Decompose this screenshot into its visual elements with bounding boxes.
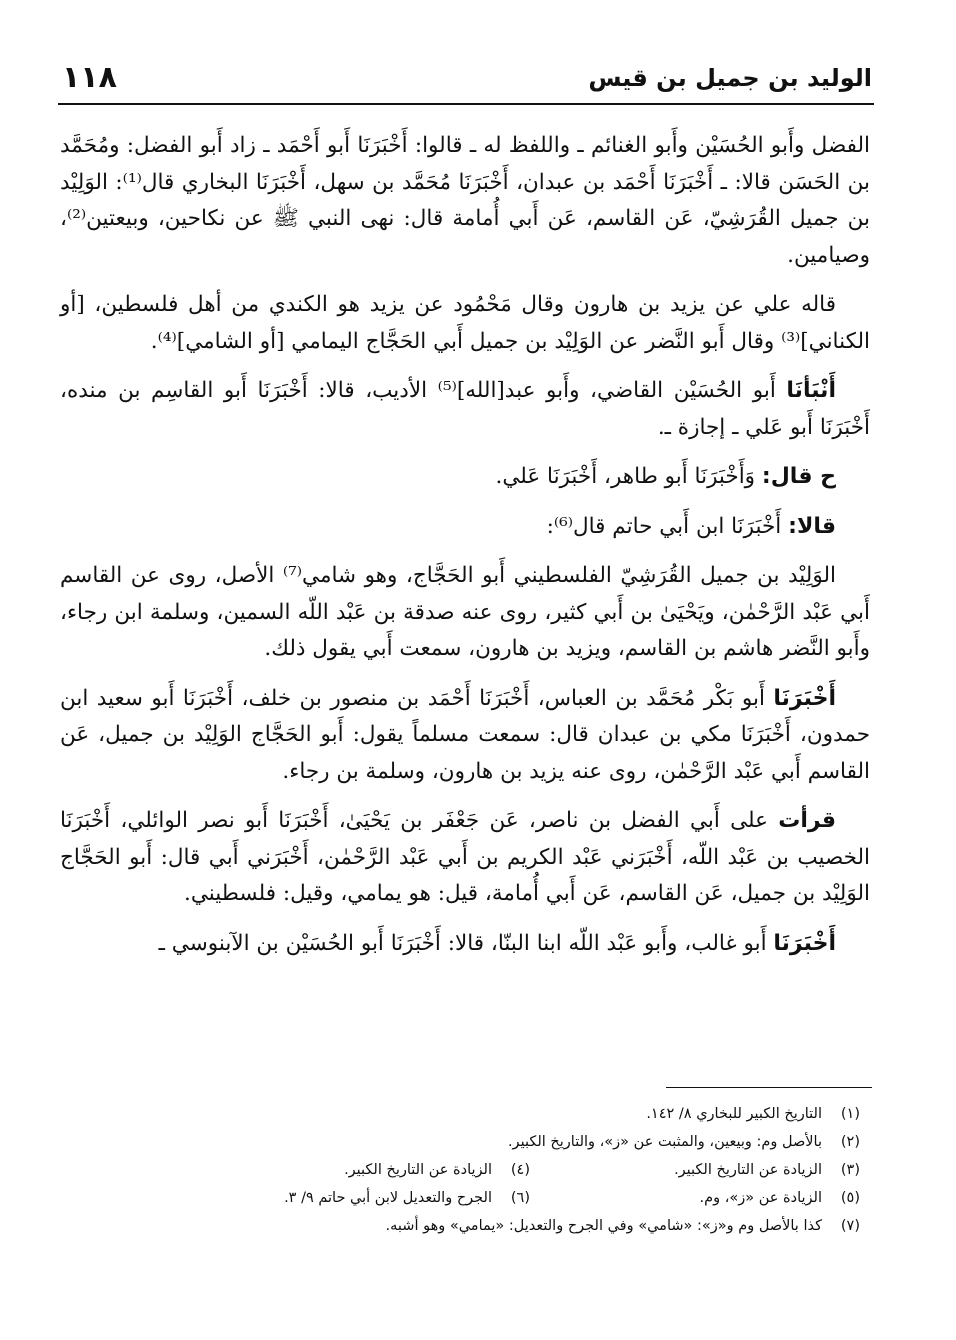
footnote-number: (٣) xyxy=(840,1162,860,1178)
footnote xyxy=(508,1128,860,1156)
footnote-row xyxy=(60,1212,860,1240)
paragraph xyxy=(60,128,870,274)
paragraph-lead-word: ح قال: xyxy=(761,464,836,489)
paragraph-lead-word: قالا: xyxy=(788,513,836,539)
paragraph xyxy=(60,926,870,963)
paragraph-text: أَبو بَكْر مُحَمَّد بن العباس، أَخْبَرَنَا أَحْمَد بن منصور بن خلف، أَخْبَرَنَا أَبو سعيد ابن حمدون، أَخْبَرَنَا مكي بن عبدان قال: سمعت مسلماً يقول: أَبو الحَجَّاج الوَلِيْد بن جميل، عَن القاسم أَبي عَبْد الرَّحْمٰن، روى عنه يزيد بن هارون، وسلمة بن رجاء. xyxy=(60,685,870,784)
footnote-text: الجرح والتعديل لابن أبي حاتم ٩/ ٣. xyxy=(284,1190,492,1206)
paragraph-text: أَخْبَرَنَا ابن أَبي حاتم قال⁽⁶⁾: xyxy=(546,513,782,539)
paragraph xyxy=(60,287,870,360)
footnote xyxy=(386,1212,860,1240)
footnote-number: (٧) xyxy=(840,1218,860,1234)
paragraph xyxy=(60,681,870,791)
footnote-number: (٤) xyxy=(510,1162,530,1178)
paragraph xyxy=(60,509,870,546)
footnotes xyxy=(60,1100,860,1240)
footnote xyxy=(90,1156,530,1184)
paragraph xyxy=(60,373,870,446)
footnote xyxy=(530,1184,860,1212)
paragraph-text: الفضل وأَبو الحُسَيْن وأَبو الغنائم ـ واللفظ له ـ قالوا: أَخْبَرَنَا أَبو أَحْمَد ـ زاد أَبو الفضل: ومُحَمَّد بن الحَسَن قالا: ـ أَخْبَرَنَا أَحْمَد بن عبدان، أَخْبَرَنَا مُحَمَّد بن سهل، أَخْبَرَنَا البخاري قال⁽¹⁾: الوَلِيْد بن جميل القُرَشِيّ، عَن القاسم، عَن أَبي أُمامة قال: نهى النبي ﷺ عن نكاحين، وبيعتين⁽²⁾، وصيامين. xyxy=(60,133,870,268)
paragraph-text: على أَبي الفضل بن ناصر، عَن جَعْفَر بن يَحْيَىٰ، أَخْبَرَنَا أَبو نصر الوائلي، أَخْبَرَنَا الخصيب بن عَبْد اللّه، أَخْبَرَني عَبْد الكريم بن أَبي عَبْد الرَّحْمٰن، أَخْبَرَني أَبي قال: أَبو الحَجَّاج الوَلِيْد بن جميل، عَن القاسم، عَن أَبي أُمامة، قيل: هو يمامي، وقيل: فلسطيني. xyxy=(60,808,870,906)
paragraph-text: أَبو الحُسَيْن القاضي، وأَبو عبد[الله]⁽⁵⁾ الأديب، قالا: أَخْبَرَنَا أَبو القاسِم بن منده، أَخْبَرَنَا أَبو عَلي ـ إجازة ـ. xyxy=(60,378,870,440)
page-header xyxy=(62,56,872,100)
footnote-separator xyxy=(666,1087,872,1088)
paragraph-lead-word: أَخْبَرَنَا xyxy=(773,930,836,956)
paragraph-lead-word: قرأت xyxy=(778,808,836,833)
footnote xyxy=(646,1100,860,1128)
footnote-text: كذا بالأصل وم و«ز»: «شامي» وفي الجرح والتعديل: «يمامي» وهو أشبه. xyxy=(385,1218,822,1234)
footnote-text: التاريخ الكبير للبخاري ٨/ ١٤٢. xyxy=(646,1106,822,1122)
paragraph-text: قاله علي عن يزيد بن هارون وقال مَحْمُود عن يزيد هو الكندي من أهل فلسطين، [أو الكناني]⁽³⁾ وقال أَبو النَّضر عن الوَلِيْد بن جميل أَبي الحَجَّاج اليمامي [أو الشامي]⁽⁴⁾. xyxy=(60,292,870,354)
footnote-row xyxy=(60,1184,860,1212)
footnote-text: بالأصل وم: وبيعين، والمثبت عن «ز»، والتاريخ الكبير. xyxy=(507,1134,822,1150)
footnote-text: الزيادة عن التاريخ الكبير. xyxy=(344,1162,492,1178)
paragraph-text: أَبو غالب، وأَبو عَبْد اللّه ابنا البنّا، قالا: أَخْبَرَنَا أَبو الحُسَيْن بن الآبنوسي ـ xyxy=(158,930,767,956)
footnote-number: (٥) xyxy=(840,1190,860,1206)
footnote-text: الزيادة عن التاريخ الكبير. xyxy=(674,1162,822,1178)
footnote-row xyxy=(60,1128,860,1156)
paragraph-text: الوَلِيْد بن جميل القُرَشِيّ الفلسطيني أَبو الحَجَّاج، وهو شامي⁽⁷⁾ الأصل، روى عن القاسم أَبي عَبْد الرَّحْمٰن، ويَحْيَىٰ بن أَبي كثير، روى عنه صدقة بن عَبْد اللّه السمين، وسلمة ابن رجاء، وأَبو النَّضر هاشم بن القاسم، ويزيد بن هارون، سمعت أَبي يقول ذلك. xyxy=(60,563,870,661)
footnote xyxy=(530,1156,860,1184)
footnote-row xyxy=(60,1100,860,1128)
footnote-number: (٦) xyxy=(510,1190,530,1206)
paragraph xyxy=(60,558,870,668)
footnote-row xyxy=(60,1156,860,1184)
paragraph xyxy=(60,459,870,496)
footnote xyxy=(90,1184,530,1212)
main-text xyxy=(60,128,870,975)
footnote-number: (٢) xyxy=(840,1134,860,1150)
footnote-number: (١) xyxy=(840,1106,860,1122)
header-rule xyxy=(58,103,874,105)
paragraph-lead-word: أَخْبَرَنَا xyxy=(773,685,836,711)
running-title: الوليد بن جميل بن قيس xyxy=(588,64,872,92)
paragraph-lead-word: أَنْبَأنَا xyxy=(786,378,836,403)
footnote-text: الزيادة عن «ز»، وم. xyxy=(699,1190,822,1206)
paragraph xyxy=(60,803,870,913)
paragraph-text: وَأَخْبَرَنَا أَبو طاهر، أَخْبَرَنَا عَلي. xyxy=(495,464,756,489)
page-number: ١١٨ xyxy=(62,60,117,95)
